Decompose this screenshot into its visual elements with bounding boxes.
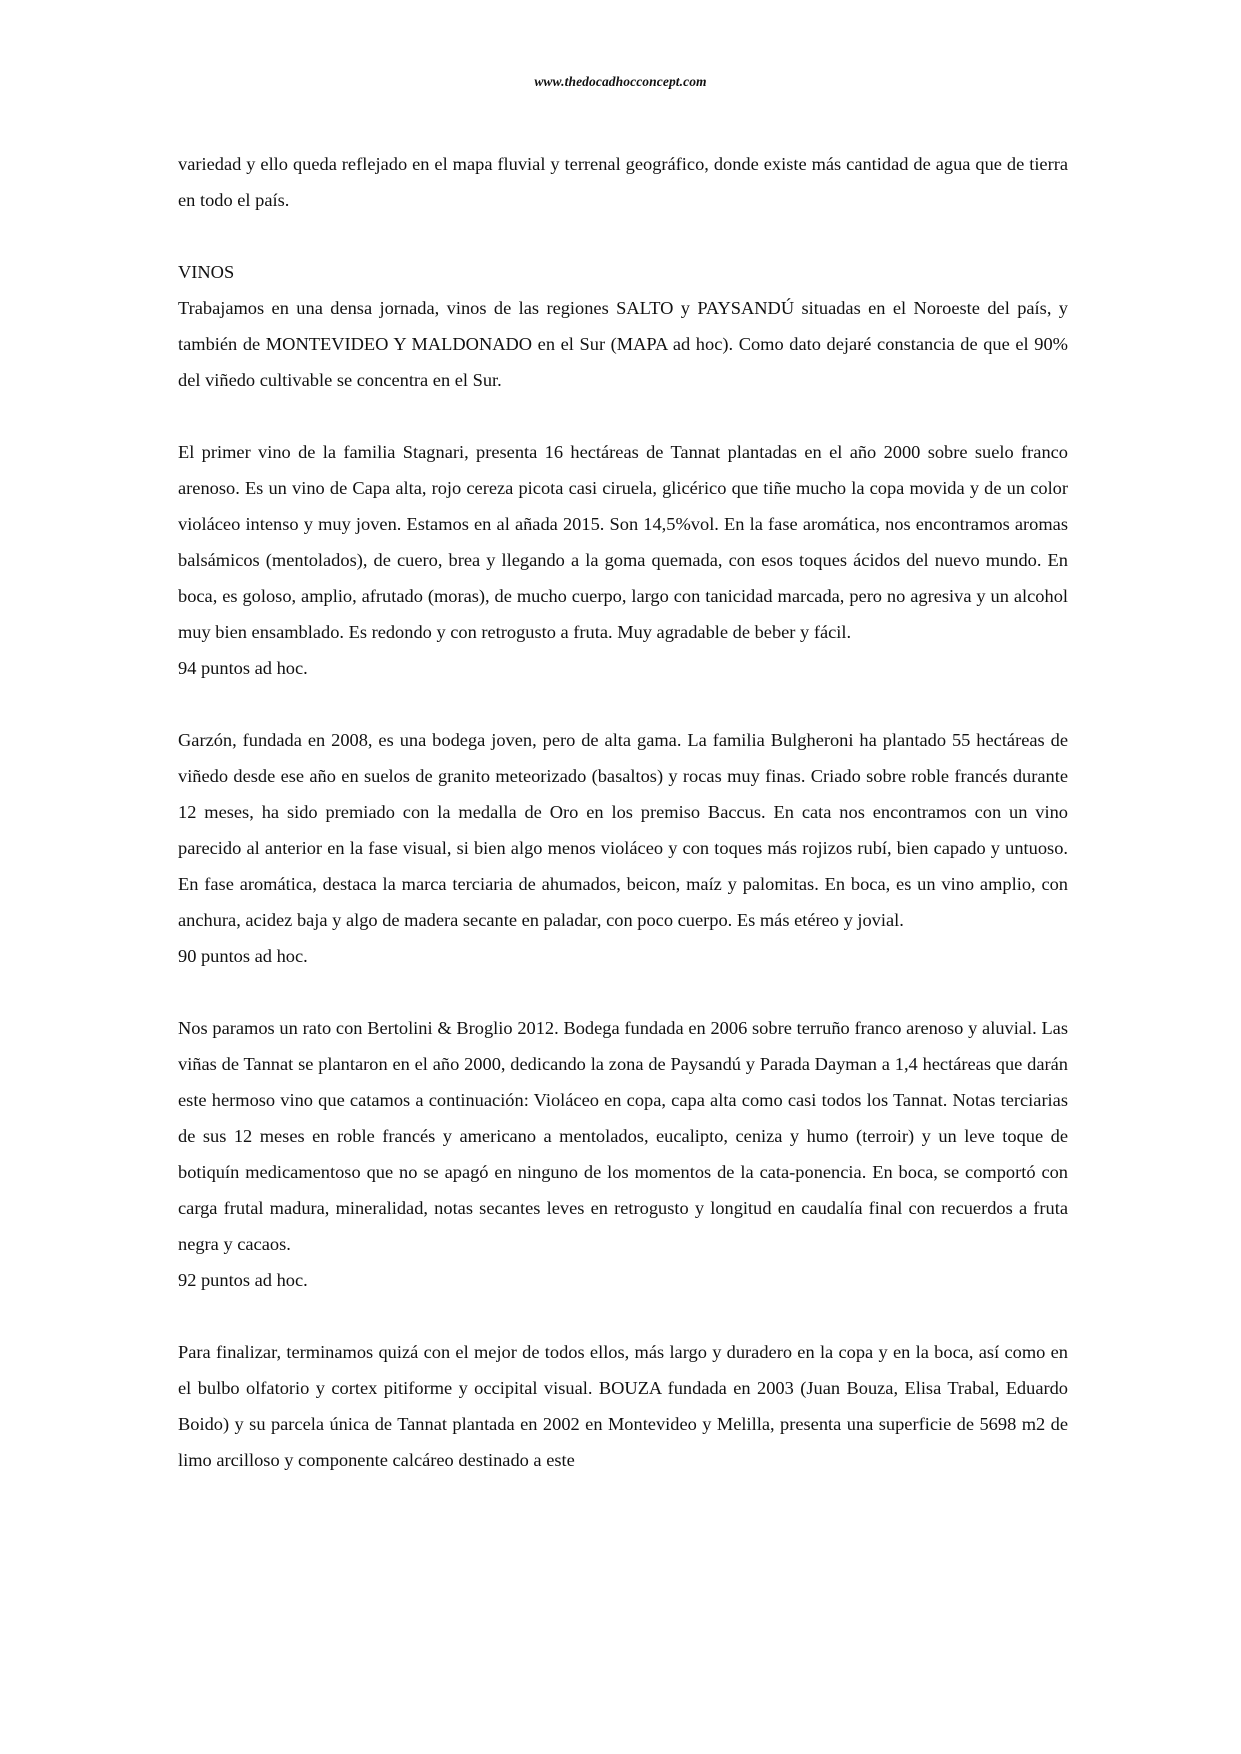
paragraph-bouza: Para finalizar, terminamos quizá con el mejor de todos ellos, más largo y duradero en la copa y en la boca, así como en el bulbo olfatorio y cortex pitiforme y occipital visual. BOUZA fundada en 2003 (Juan Bouza, Elisa Trabal, Eduardo Boido) y su parcela única de Tannat plantada en 2002 en Montevideo y Melilla, presenta una superficie de 5698 m2 de limo arcilloso y componente calcáreo destinado a este xyxy=(178,1342,1068,1470)
paragraph-intro: variedad y ello queda reflejado en el mapa fluvial y terrenal geográfico, donde existe más cantidad de agua que de tierra en todo el país. xyxy=(178,154,1068,210)
document-body xyxy=(178,146,1068,1514)
paragraph-stagnari: El primer vino de la familia Stagnari, presenta 16 hectáreas de Tannat plantadas en el año 2000 sobre suelo franco arenoso. Es un vino de Capa alta, rojo cereza picota casi ciruela, glicérico que tiñe mucho la copa movida y de un color violáceo intenso y muy joven. Estamos en al añada 2015. Son 14,5%vol. En la fase aromática, nos encontramos aromas balsámicos (mentolados), de cuero, brea y llegando a la goma quemada, con esos toques ácidos del nuevo mundo. En boca, es goloso, amplio, afrutado (moras), de mucho cuerpo, largo con tanicidad marcada, pero no agresiva y un alcohol muy bien ensamblado. Es redondo y con retrogusto a fruta. Muy agradable de beber y fácil. xyxy=(178,442,1068,642)
wine-review-stagnari xyxy=(178,434,1068,686)
section-vinos xyxy=(178,254,1068,398)
paragraph-bertolini: Nos paramos un rato con Bertolini & Broglio 2012. Bodega fundada en 2006 sobre terruño franco arenoso y aluvial. Las viñas de Tannat se plantaron en el año 2000, dedicando la zona de Paysandú y Parada Dayman a 1,4 hectáreas que darán este hermoso vino que catamos a continuación: Violáceo en copa, capa alta como casi todos los Tannat. Notas terciarias de sus 12 meses en roble francés y americano a mentolados, eucalipto, ceniza y humo (terroir) y un leve toque de botiquín medicamentoso que no se apagó en ninguno de los momentos de la cata-ponencia. En boca, se comportó con carga frutal madura, mineralidad, notas secantes leves en retrogusto y longitud en caudalía final con recuerdos a fruta negra y cacaos. xyxy=(178,1018,1068,1254)
wine-review-garzon xyxy=(178,722,1068,974)
page-header-website: www.thedocadhocconcept.com xyxy=(534,74,707,89)
score-bertolini: 92 puntos ad hoc. xyxy=(178,1270,308,1290)
score-garzon: 90 puntos ad hoc. xyxy=(178,946,308,966)
section-heading-vinos: VINOS xyxy=(178,262,235,282)
wine-review-bertolini xyxy=(178,1010,1068,1298)
paragraph-regions: Trabajamos en una densa jornada, vinos de las regiones SALTO y PAYSANDÚ situadas en el Noroeste del país, y también de MONTEVIDEO Y MALDONADO en el Sur (MAPA ad hoc). Como dato dejaré constancia de que el 90% del viñedo cultivable se concentra en el Sur. xyxy=(178,298,1068,390)
paragraph-garzon: Garzón, fundada en 2008, es una bodega joven, pero de alta gama. La familia Bulgheroni ha plantado 55 hectáreas de viñedo desde ese año en suelos de granito meteorizado (basaltos) y rocas muy finas. Criado sobre roble francés durante 12 meses, ha sido premiado con la medalla de Oro en los premiso Baccus. En cata nos encontramos con un vino parecido al anterior en la fase visual, si bien algo menos violáceo y con toques más rojizos rubí, bien capado y untuoso. En fase aromática, destaca la marca terciaria de ahumados, beicon, maíz y palomitas. En boca, es un vino amplio, con anchura, acidez baja y algo de madera secante en paladar, con poco cuerpo. Es más etéreo y jovial. xyxy=(178,730,1068,930)
score-stagnari: 94 puntos ad hoc. xyxy=(178,658,308,678)
